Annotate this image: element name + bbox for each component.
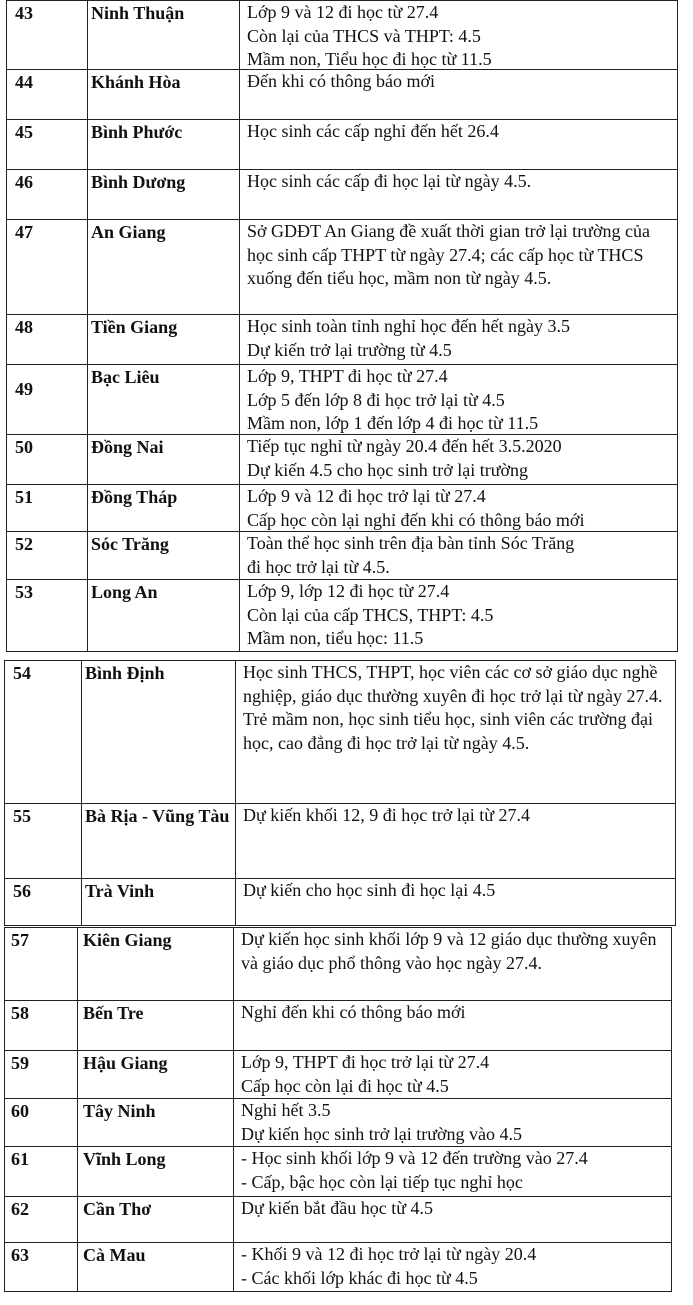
province-name: Đồng Nai — [91, 437, 164, 457]
note-line: Mầm non, lớp 1 đến lớp 4 đi học từ 11.5 — [247, 413, 539, 433]
schedule-note — [247, 70, 671, 94]
note-line: Tiếp tục nghỉ từ ngày 20.4 đến hết 3.5.2020 — [247, 436, 562, 456]
schedule-note — [247, 220, 671, 291]
row-number: 46 — [15, 172, 33, 192]
row-number: 55 — [13, 806, 31, 826]
note-line: Toàn thể học sinh trên địa bàn tỉnh Sóc Trăng — [247, 533, 575, 553]
note-line: - Khối 9 và 12 đi học trở lại từ ngày 20.4 — [241, 1244, 537, 1264]
schedule-note — [247, 435, 671, 482]
schedule-note — [247, 1, 671, 72]
table-row — [7, 169, 677, 219]
province-name: An Giang — [91, 222, 166, 242]
table-row — [7, 531, 677, 579]
province-name: Ninh Thuận — [91, 3, 185, 23]
note-line: Nghỉ hết 3.5 — [241, 1100, 331, 1120]
schedule-note — [241, 928, 665, 975]
row-number: 57 — [11, 930, 29, 950]
table-row — [5, 878, 675, 927]
note-line: Còn lại của THCS và THPT: 4.5 — [247, 25, 481, 46]
note-line: Lớp 9 và 12 đi học trở lại từ 27.4 — [247, 486, 486, 506]
table-row — [7, 69, 677, 119]
note-line: Học sinh THCS, THPT, học viên các cơ sở giáo dục nghề nghiệp, giáo dục thường xuyên đi học trở lại từ ngày 27.4. — [243, 662, 663, 706]
note-line: Dự kiến bắt đầu học từ 4.5 — [241, 1198, 433, 1218]
province-name: Sóc Trăng — [91, 534, 169, 554]
note-line: Dự kiến cho học sinh đi học lại 4.5 — [243, 880, 496, 900]
schedule-note — [243, 879, 669, 903]
table-row — [7, 364, 677, 434]
schedule-note — [247, 120, 671, 144]
table-row — [5, 803, 675, 878]
row-number: 60 — [11, 1101, 29, 1121]
table-row — [5, 1050, 671, 1098]
schedule-note — [247, 170, 671, 194]
schedule-note — [241, 1197, 665, 1221]
note-line: Cấp học còn lại nghỉ đến khi có thông báo mới — [247, 509, 585, 530]
table-segment — [4, 660, 676, 926]
schedule-note — [247, 365, 671, 436]
province-name: Trà Vinh — [85, 881, 155, 901]
province-name: Bình Phước — [91, 122, 183, 142]
note-line: Lớp 9 và 12 đi học từ 27.4 — [247, 2, 439, 22]
province-name: Kiên Giang — [83, 930, 172, 950]
province-name: Long An — [91, 582, 158, 602]
note-line: Lớp 9, lớp 12 đi học từ 27.4 — [247, 581, 450, 601]
schedule-note — [241, 1001, 665, 1025]
schedule-note — [241, 1099, 665, 1146]
table-row — [7, 434, 677, 484]
note-line: Lớp 9, THPT đi học từ 27.4 — [247, 366, 448, 386]
row-number: 56 — [13, 881, 31, 901]
table-row — [7, 1, 677, 69]
table-row — [5, 1196, 671, 1242]
province-name: Vĩnh Long — [83, 1149, 166, 1169]
schedule-note — [247, 532, 671, 579]
table-row — [7, 314, 677, 364]
province-name: Cà Mau — [83, 1245, 146, 1265]
row-number: 47 — [15, 222, 33, 242]
table-row — [7, 579, 677, 653]
note-line: - Cấp, bậc học còn lại tiếp tục nghỉ học — [241, 1171, 523, 1192]
schedule-note — [243, 804, 669, 828]
note-line: Nghỉ đến khi có thông báo mới — [241, 1002, 466, 1022]
province-name: Hậu Giang — [83, 1053, 168, 1073]
schedule-note — [241, 1147, 665, 1194]
row-number: 54 — [13, 663, 31, 683]
table-row — [7, 219, 677, 314]
schedule-note — [247, 580, 671, 651]
schedule-note — [241, 1051, 665, 1098]
row-number: 61 — [11, 1149, 29, 1169]
note-line: - Học sinh khối lớp 9 và 12 đến trường vào 27.4 — [241, 1148, 588, 1168]
row-number: 52 — [15, 534, 33, 554]
note-line: Học sinh các cấp nghỉ đến hết 26.4 — [247, 121, 499, 141]
row-number: 49 — [15, 379, 33, 399]
table-row — [7, 119, 677, 169]
table-row — [5, 1000, 671, 1050]
schedule-note — [243, 661, 669, 755]
note-line: Lớp 9, THPT đi học trở lại từ 27.4 — [241, 1052, 490, 1072]
schedule-note — [241, 1243, 665, 1290]
province-name: Bến Tre — [83, 1003, 144, 1023]
note-line: Sở GDĐT An Giang đề xuất thời gian trở lại trường của học sinh cấp THPT từ ngày 27.4; các cấp học từ THCS xuống đến tiểu học, mầm non từ ngày 4.5. — [247, 221, 650, 288]
row-number: 48 — [15, 317, 33, 337]
note-line: - Các khối lớp khác đi học từ 4.5 — [241, 1267, 478, 1288]
note-line: Dự kiến học sinh trở lại trường vào 4.5 — [241, 1123, 523, 1144]
province-name: Bạc Liêu — [91, 367, 160, 387]
table-row — [5, 1146, 671, 1196]
row-number: 51 — [15, 487, 33, 507]
table-segment — [4, 927, 672, 1292]
note-line: Học sinh các cấp đi học lại từ ngày 4.5. — [247, 171, 532, 191]
schedule-note — [247, 485, 671, 532]
province-name: Đồng Tháp — [91, 487, 178, 507]
row-number: 58 — [11, 1003, 29, 1023]
province-name: Bình Dương — [91, 172, 186, 192]
table-row — [5, 1242, 671, 1293]
row-number: 45 — [15, 122, 33, 142]
schedule-note — [247, 315, 671, 362]
row-number: 62 — [11, 1199, 29, 1219]
note-line: Mầm non, Tiểu học đi học từ 11.5 — [247, 49, 492, 69]
row-number: 43 — [15, 3, 33, 23]
note-line: Lớp 5 đến lớp 8 đi học trở lại từ 4.5 — [247, 389, 505, 410]
table-row — [5, 928, 671, 1000]
note-line: Trẻ mầm non, học sinh tiểu học, sinh viên các trường đại học, cao đẳng đi học trở lại từ ngày 4.5. — [243, 709, 654, 753]
province-name: Bình Định — [85, 663, 165, 683]
province-name: Khánh Hòa — [91, 72, 181, 92]
province-name: Tây Ninh — [83, 1101, 156, 1121]
row-number: 53 — [15, 582, 33, 602]
note-line: Còn lại của cấp THCS, THPT: 4.5 — [247, 604, 494, 625]
table-row — [7, 484, 677, 531]
province-name: Bà Rịa - Vũng Tàu — [85, 806, 230, 826]
province-name: Cần Thơ — [83, 1199, 152, 1219]
table-row — [5, 661, 675, 803]
note-line: Dự kiến trở lại trường từ 4.5 — [247, 339, 452, 360]
table-row — [5, 1098, 671, 1146]
table-segment — [6, 0, 678, 652]
note-line: Dự kiến 4.5 cho học sinh trở lại trường — [247, 459, 529, 480]
row-number: 59 — [11, 1053, 29, 1073]
note-line: đi học trở lại từ 4.5. — [247, 556, 390, 577]
note-line: Học sinh toàn tỉnh nghỉ học đến hết ngày 3.5 — [247, 316, 570, 336]
note-line: Dự kiến học sinh khối lớp 9 và 12 giáo dục thường xuyên và giáo dục phổ thông vào học ngày 27.4. — [241, 929, 657, 973]
note-line: Mầm non, tiểu học: 11.5 — [247, 628, 424, 648]
note-line: Cấp học còn lại đi học từ 4.5 — [241, 1075, 449, 1096]
note-line: Dự kiến khối 12, 9 đi học trở lại từ 27.4 — [243, 805, 530, 825]
row-number: 63 — [11, 1245, 29, 1265]
row-number: 50 — [15, 437, 33, 457]
note-line: Đến khi có thông báo mới — [247, 71, 435, 91]
row-number: 44 — [15, 72, 33, 92]
province-name: Tiền Giang — [91, 317, 178, 337]
